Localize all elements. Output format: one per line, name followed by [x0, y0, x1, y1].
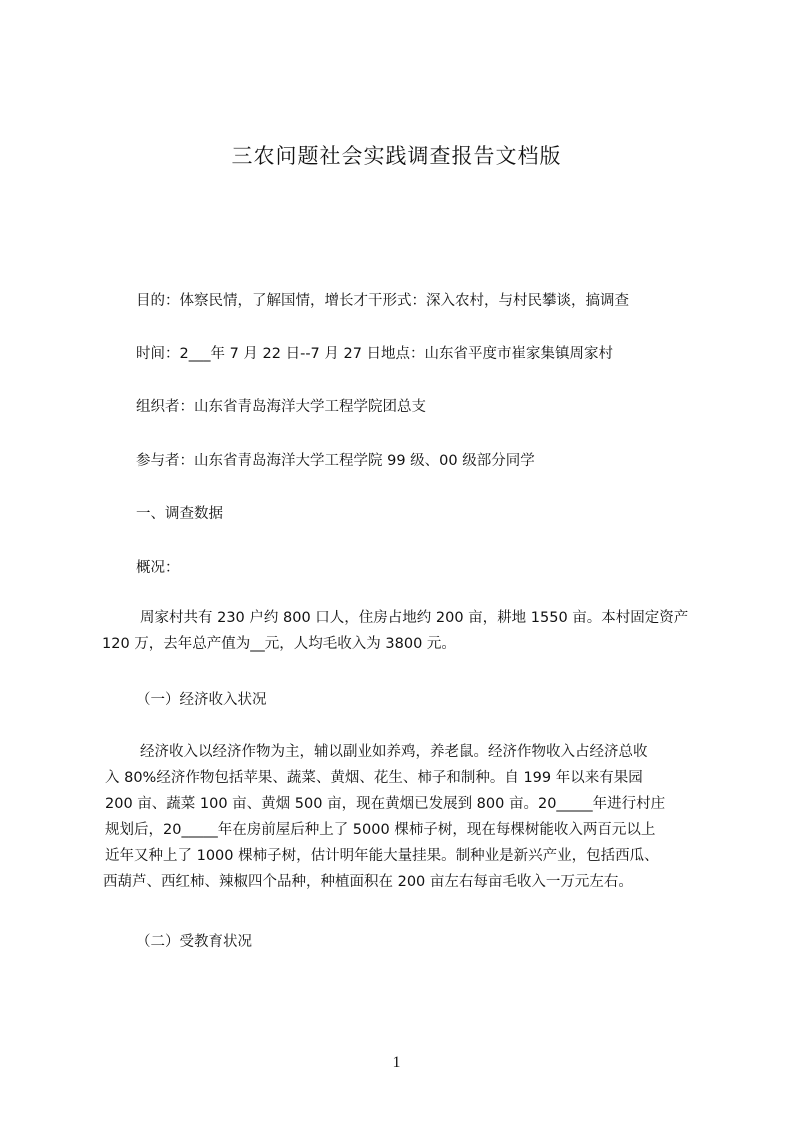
economy-line: 规划后，20_____年在房前屋后种上了 5000 棵柿子树，现在每棵树能收入两百元以上: [105, 822, 656, 838]
page-number: 1: [392, 1054, 401, 1071]
overview-line: 周家村共有 230 户约 800 口人，住房占地约 200 亩，耕地 1550 亩。本村固定资产: [140, 610, 689, 626]
organizer-line: 组织者：山东省青岛海洋大学工程学院团总支: [136, 399, 426, 415]
participants-line: 参与者：山东省青岛海洋大学工程学院 99 级、00 级部分同学: [136, 453, 535, 469]
section-heading-survey-data: 一、调查数据: [136, 506, 223, 522]
document-title: 三农问题社会实践调查报告文档版: [231, 144, 562, 168]
subsection-heading-economy: （一）经济收入状况: [136, 692, 267, 708]
economy-line: 近年又种上了 1000 棵柿子树，估计明年能大量挂果。制种业是新兴产业，包括西瓜、: [105, 848, 659, 864]
subsection-heading-education: （二）受教育状况: [136, 934, 252, 950]
economy-line: 西葫芦、西红柿、辣椒四个品种，种植面积在 200 亩左右每亩毛收入一万元左右。: [103, 874, 633, 890]
time-place-line: 时间：2___年 7 月 22 日--7 月 27 日地点：山东省平度市崔家集镇周家村: [136, 346, 614, 362]
economy-line: 经济收入以经济作物为主，辅以副业如养鸡，养老鼠。经济作物收入占经济总收: [140, 744, 648, 760]
economy-line: 入 80%经济作物包括苹果、蔬菜、黄烟、花生、柿子和制种。自 199 年以来有果园: [105, 770, 643, 786]
economy-line: 200 亩、蔬菜 100 亩、黄烟 500 亩，现在黄烟已发展到 800 亩。20_____年进行村庄: [105, 796, 666, 812]
purpose-line: 目的：体察民情，了解国情，增长才干形式：深入农村，与村民攀谈，搞调查: [136, 293, 629, 309]
overview-label: 概况：: [136, 560, 180, 576]
economy-paragraph: [103, 742, 713, 898]
overview-paragraph: [103, 608, 713, 660]
overview-line: 120 万，去年总产值为__元，人均毛收入为 3800 元。: [102, 636, 456, 652]
